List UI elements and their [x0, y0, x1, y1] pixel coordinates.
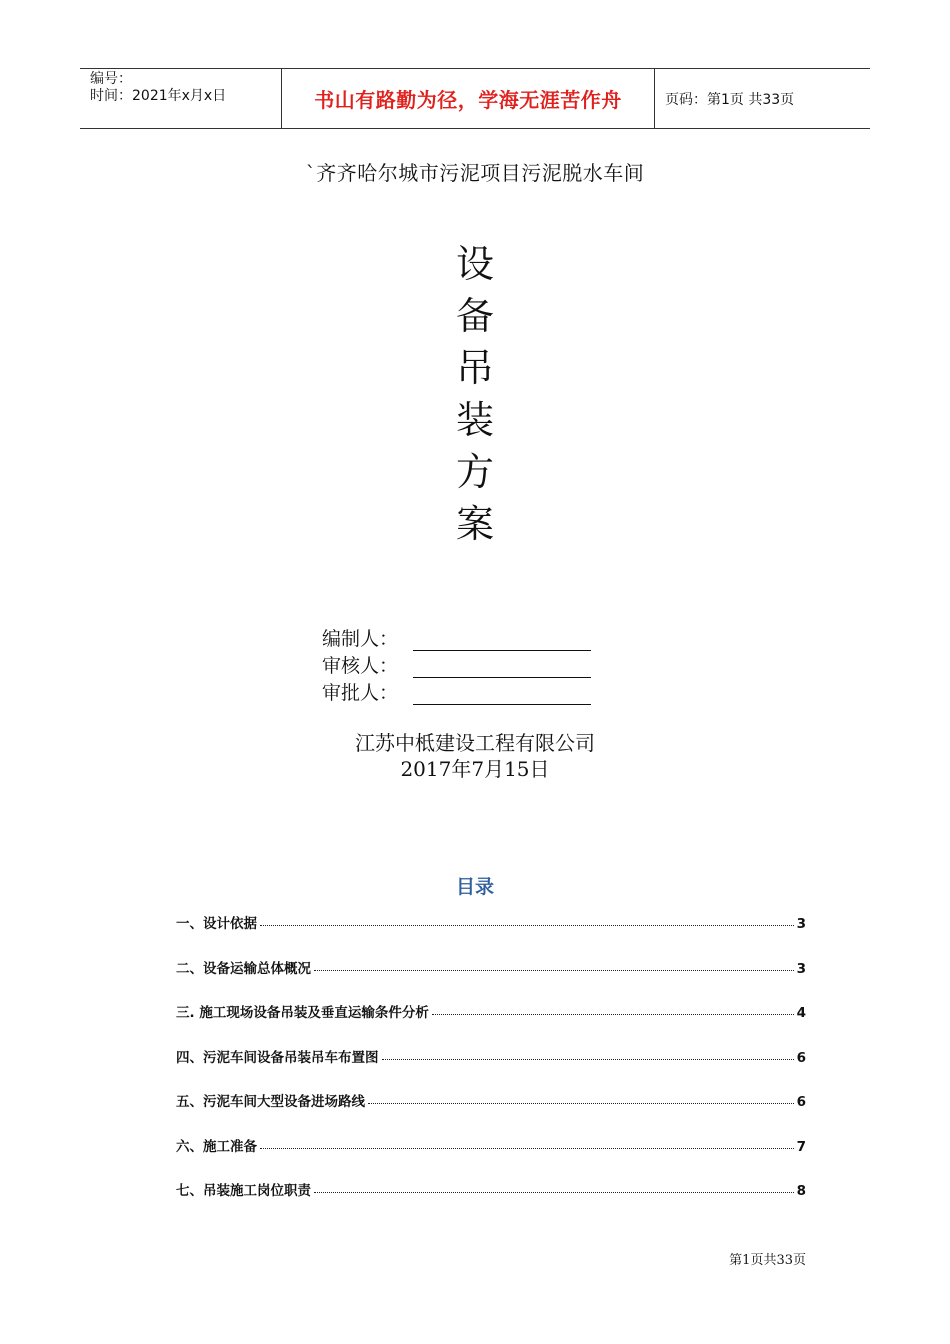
title-char: 装: [455, 398, 494, 442]
title-char: 备: [455, 294, 494, 338]
header-motto: 书山有路勤为径，学海无涯苦作舟: [282, 69, 655, 128]
company-block: [0, 730, 950, 782]
signoff-row-reviewer: [322, 651, 591, 678]
toc-item-page: 4: [796, 1005, 806, 1021]
toc-item-label: 一、设计依据: [176, 916, 257, 932]
signoff-block: [322, 624, 591, 705]
toc-item[interactable]: [176, 1135, 806, 1180]
toc-leader-dots: [382, 1059, 794, 1060]
toc-leader-dots: [432, 1014, 794, 1015]
header-meta-cell: [80, 69, 282, 128]
title-char: 设: [455, 242, 494, 286]
signature-line: [413, 630, 591, 651]
table-of-contents: [176, 912, 806, 1224]
toc-item[interactable]: [176, 1046, 806, 1091]
toc-item-page: 8: [796, 1183, 806, 1199]
toc-item[interactable]: [176, 1001, 806, 1046]
toc-leader-dots: [314, 1192, 794, 1193]
toc-item-label: 三. 施工现场设备吊装及垂直运输条件分析: [176, 1005, 429, 1021]
toc-item[interactable]: [176, 912, 806, 957]
signoff-label: 审核人：: [322, 655, 399, 677]
toc-leader-dots: [260, 925, 794, 926]
toc-leader-dots: [368, 1103, 794, 1104]
document-date: 2017年7月15日: [400, 757, 550, 781]
company-name: 江苏中柢建设工程有限公司: [355, 731, 595, 755]
toc-leader-dots: [260, 1148, 794, 1149]
page-footer: 第1页共33页: [729, 1253, 806, 1268]
document-title-vertical: [445, 238, 505, 550]
signoff-label: 编制人：: [322, 628, 399, 650]
toc-title: 目录: [455, 876, 494, 898]
toc-item-label: 六、施工准备: [176, 1138, 257, 1155]
toc-item[interactable]: [176, 1179, 806, 1224]
title-char: 案: [455, 502, 494, 546]
signoff-label: 审批人：: [322, 682, 399, 704]
number-label: 编号：: [90, 71, 132, 87]
page-header: [80, 68, 870, 129]
signature-line: [413, 657, 591, 678]
title-char: 方: [455, 450, 494, 494]
toc-item-label: 四、污泥车间设备吊装吊车布置图: [176, 1049, 379, 1066]
toc-item-page: 6: [796, 1049, 806, 1066]
header-page-info: 页码：第1页 共33页: [665, 91, 795, 108]
toc-item-page: 3: [796, 916, 806, 932]
toc-item-page: 6: [796, 1094, 806, 1110]
title-char: 吊: [455, 346, 494, 390]
toc-item[interactable]: [176, 957, 806, 1002]
toc-item-label: 七、吊装施工岗位职责: [176, 1183, 311, 1199]
signoff-row-compiler: [322, 624, 591, 651]
signoff-row-approver: [322, 678, 591, 705]
toc-item-label: 五、污泥车间大型设备进场路线: [176, 1094, 365, 1110]
signature-line: [413, 684, 591, 705]
toc-leader-dots: [314, 970, 794, 971]
toc-item-page: 7: [796, 1138, 806, 1155]
toc-item[interactable]: [176, 1090, 806, 1135]
document-subtitle: `齐齐哈尔城市污泥项目污泥脱水车间: [305, 161, 645, 185]
toc-item-page: 3: [796, 960, 806, 977]
time-label: 时间：2021年x月x日: [90, 88, 227, 104]
toc-item-label: 二、设备运输总体概况: [176, 960, 311, 977]
